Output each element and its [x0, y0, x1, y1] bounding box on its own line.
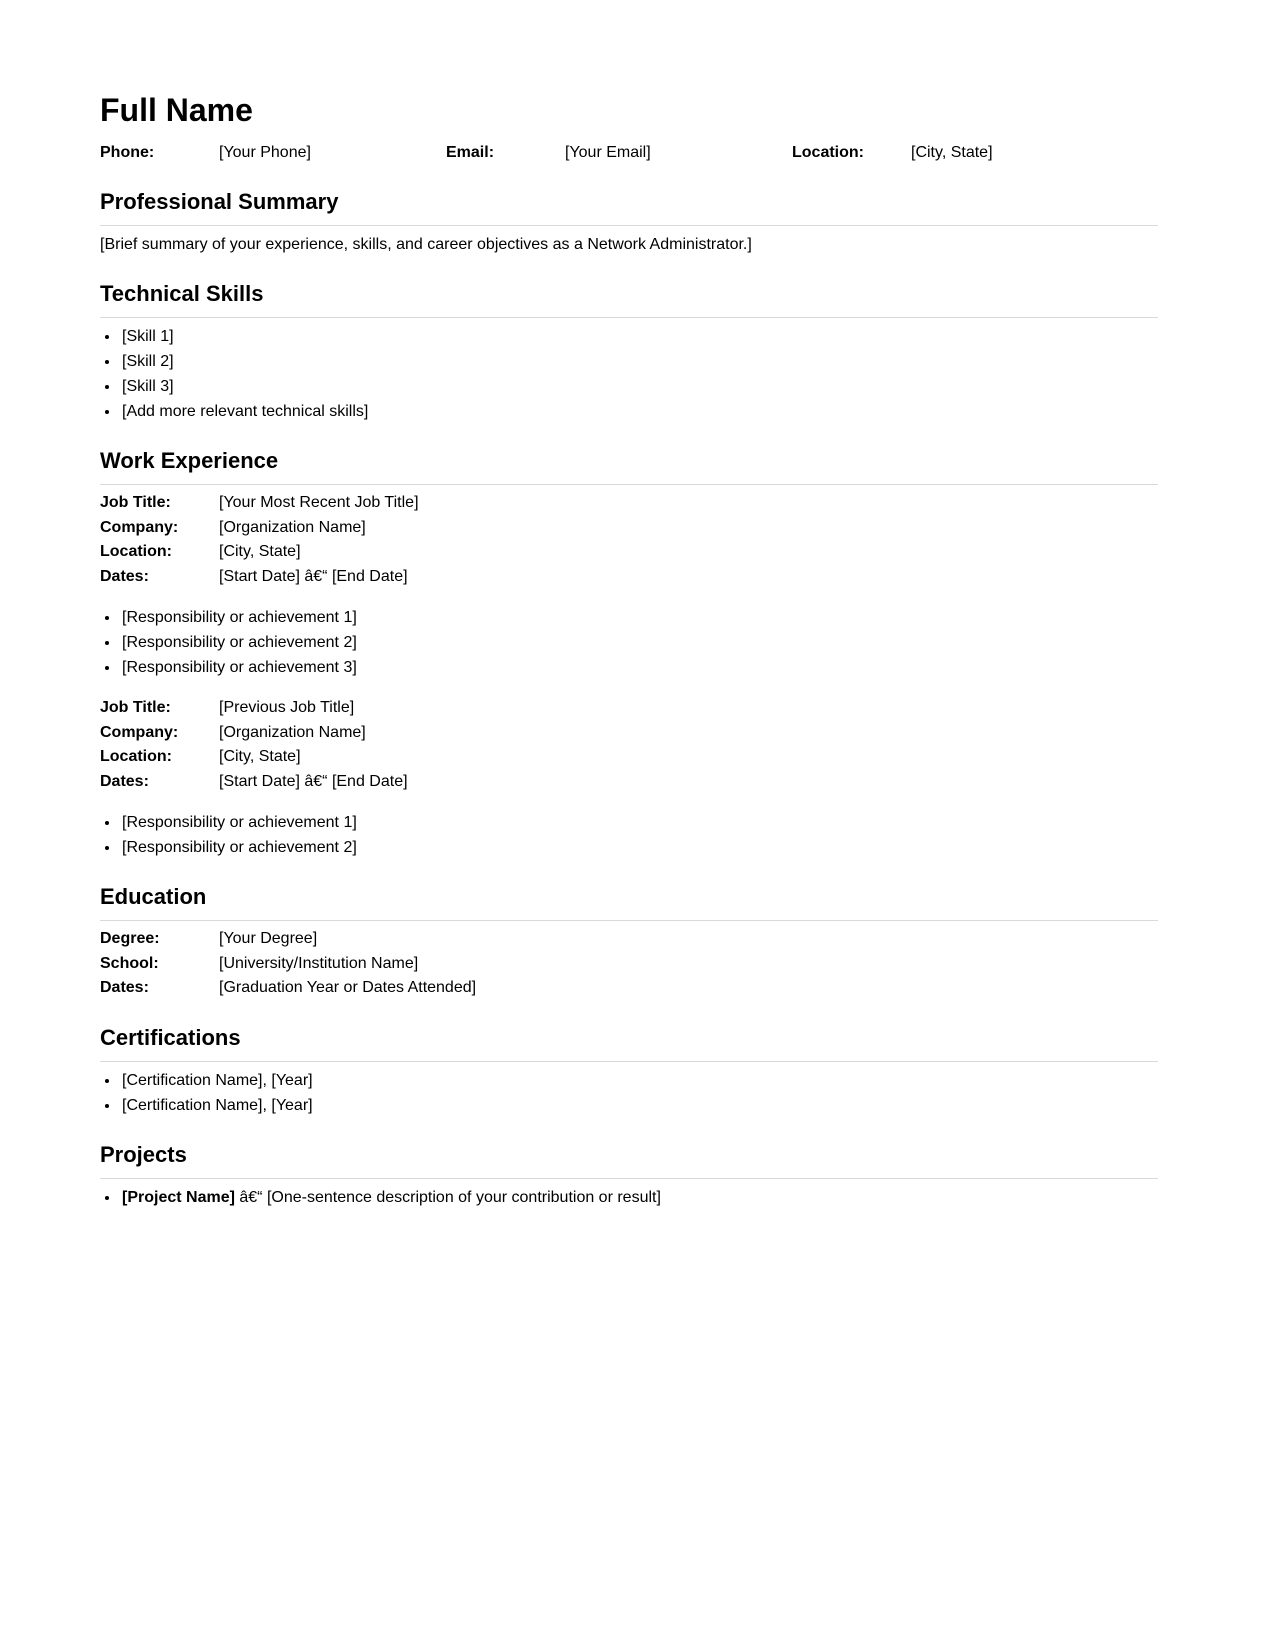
responsibility-item: • [Responsibility or achievement 2] — [120, 835, 1158, 860]
job-1-location-row — [100, 540, 1158, 565]
company-label: Company: — [100, 518, 179, 536]
skill-item: • [Skill 2] — [120, 349, 1158, 374]
job-1-title-row — [100, 491, 1158, 516]
projects-heading: Projects — [100, 1142, 1158, 1179]
responsibility-item: • [Responsibility or achievement 3] — [120, 655, 1158, 680]
technical-skills-heading: Technical Skills — [100, 281, 1158, 318]
project-item — [120, 1185, 1158, 1210]
contact-location — [792, 141, 1138, 166]
dates-value: [Graduation Year or Dates Attended] — [219, 979, 477, 997]
responsibility-item: • [Responsibility or achievement 2] — [120, 630, 1158, 655]
phone-value: [Your Phone] — [219, 143, 311, 161]
school-value: [University/Institution Name] — [219, 954, 419, 972]
degree-label: Degree: — [100, 930, 160, 948]
job-1-details — [100, 491, 1158, 589]
project-name: [Project Name] — [122, 1188, 235, 1206]
job-2-company-row — [100, 721, 1158, 746]
dates-label: Dates: — [100, 979, 149, 997]
certification-item: • [Certification Name], [Year] — [120, 1068, 1158, 1093]
dates-value: [Start Date] â€“ [End Date] — [219, 567, 408, 585]
email-label: Email: — [446, 143, 495, 161]
skill-item: • [Skill 3] — [120, 374, 1158, 399]
job-1-company-row — [100, 516, 1158, 541]
education-dates-row — [100, 976, 1158, 1001]
company-value: [Organization Name] — [219, 518, 366, 536]
skill-item: • [Add more relevant technical skills] — [120, 399, 1158, 424]
location-value: [City, State] — [219, 543, 301, 561]
skills-list — [100, 324, 1158, 424]
company-value: [Organization Name] — [219, 723, 366, 741]
work-experience-heading: Work Experience — [100, 448, 1158, 485]
education-heading: Education — [100, 884, 1158, 921]
dates-label: Dates: — [100, 567, 149, 585]
contact-row — [100, 141, 1158, 166]
section-professional-summary — [100, 189, 1158, 257]
certifications-heading: Certifications — [100, 1025, 1158, 1062]
professional-summary-text: [Brief summary of your experience, skills, and career objectives as a Network Administrator.] — [100, 236, 752, 254]
contact-phone — [100, 141, 446, 166]
job-2-location-row — [100, 745, 1158, 770]
job-title-label: Job Title: — [100, 699, 171, 717]
location-label: Location: — [792, 143, 864, 161]
skill-item: • [Skill 1] — [120, 324, 1158, 349]
section-technical-skills — [100, 281, 1158, 424]
dates-value: [Start Date] â€“ [End Date] — [219, 772, 408, 790]
location-label: Location: — [100, 543, 172, 561]
certifications-list — [100, 1068, 1158, 1118]
job-2-bullets — [100, 810, 1158, 860]
job-2-title-row — [100, 696, 1158, 721]
degree-row — [100, 927, 1158, 952]
company-label: Company: — [100, 723, 179, 741]
professional-summary-heading: Professional Summary — [100, 189, 1158, 226]
email-value: [Your Email] — [565, 143, 651, 161]
job-1-dates-row — [100, 565, 1158, 590]
location-value: [City, State] — [911, 143, 993, 161]
contact-email — [446, 141, 792, 166]
job-2-dates-row — [100, 770, 1158, 795]
certification-item: • [Certification Name], [Year] — [120, 1093, 1158, 1118]
school-row — [100, 952, 1158, 977]
phone-label: Phone: — [100, 143, 155, 161]
job-title-label: Job Title: — [100, 494, 171, 512]
job-1-bullets — [100, 605, 1158, 680]
school-label: School: — [100, 954, 159, 972]
location-value: [City, State] — [219, 748, 301, 766]
degree-value: [Your Degree] — [219, 930, 318, 948]
job-title-value: [Your Most Recent Job Title] — [219, 494, 419, 512]
section-certifications — [100, 1025, 1158, 1118]
projects-list — [100, 1185, 1158, 1210]
full-name-heading: Full Name — [100, 92, 253, 128]
section-education — [100, 884, 1158, 1001]
job-title-value: [Previous Job Title] — [219, 699, 355, 717]
project-description: â€“ [One-sentence description of your contribution or result] — [234, 1188, 661, 1206]
location-label: Location: — [100, 748, 172, 766]
job-2-details — [100, 696, 1158, 794]
dates-label: Dates: — [100, 772, 149, 790]
section-projects — [100, 1142, 1158, 1210]
responsibility-item: • [Responsibility or achievement 1] — [120, 605, 1158, 630]
education-details — [100, 927, 1158, 1001]
responsibility-item: • [Responsibility or achievement 1] — [120, 810, 1158, 835]
section-work-experience — [100, 448, 1158, 860]
